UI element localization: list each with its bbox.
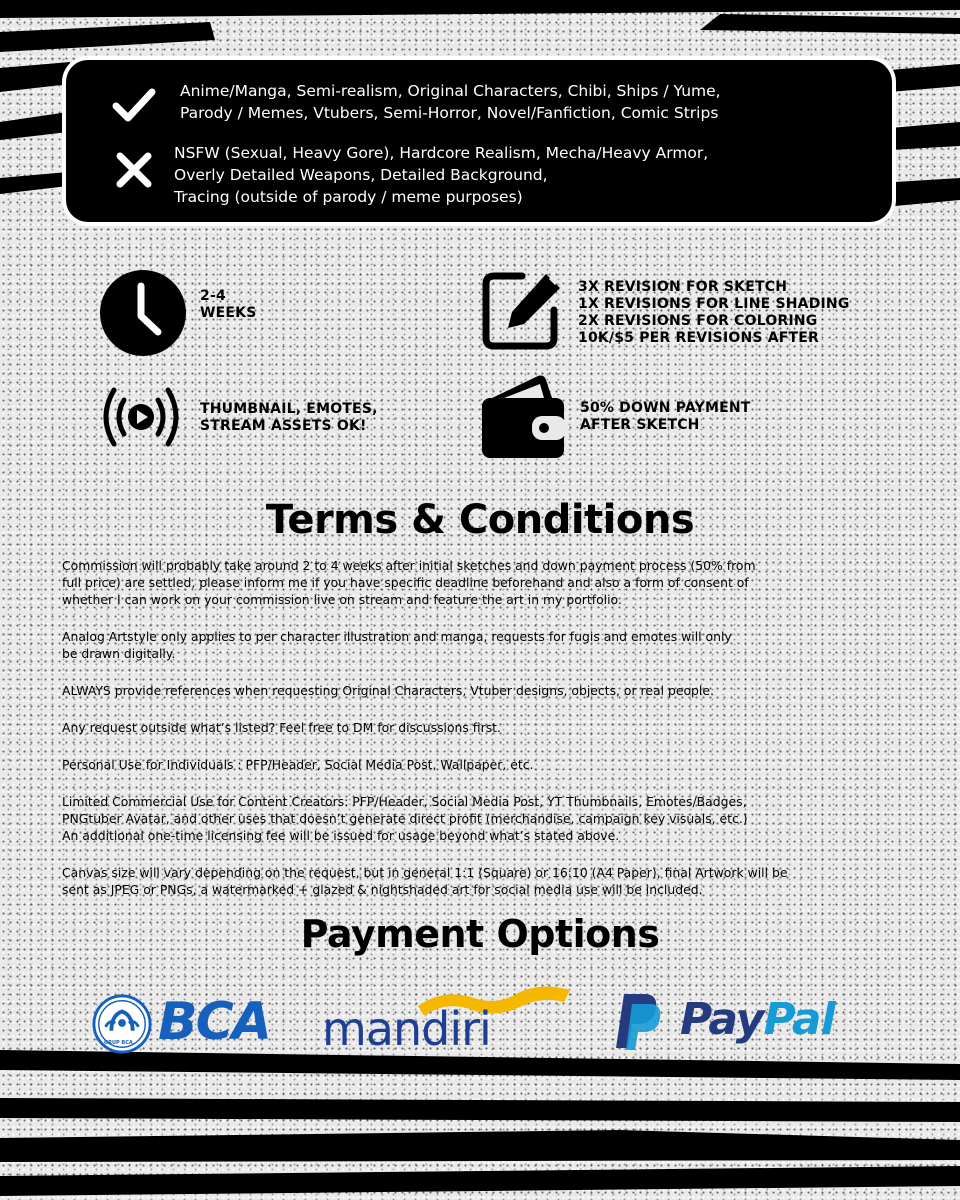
terms-paragraph: Personal Use for Individuals : PFP/Header, Social Media Post, Wallpaper, etc. — [62, 757, 534, 772]
terms-paragraph: Analog Artstyle only applies to per character illustration and manga, requests for fugis and emotes will only be drawn digitally. — [62, 629, 732, 661]
terms-paragraph: ALWAYS provide references when requesting Original Characters, Vtuber designs, objects, or real people. — [62, 683, 714, 698]
broadcast-icon — [96, 384, 186, 450]
bca-wordmark: BCA — [158, 992, 271, 1052]
payment-feature — [480, 372, 800, 462]
clock-icon — [100, 270, 186, 356]
paypal-wordmark-pay — [680, 994, 835, 1045]
payment-options-title: Payment Options — [300, 912, 660, 956]
streaming-text: THUMBNAIL, EMOTES, STREAM ASSETS OK! — [200, 401, 378, 434]
mandiri-wordmark: mandiri — [322, 1002, 491, 1056]
streaming-feature — [96, 384, 426, 454]
paypal-p-icon — [614, 992, 662, 1052]
cross-icon — [112, 148, 156, 192]
wallet-icon — [480, 372, 566, 460]
revisions-feature — [480, 268, 920, 354]
forbidden-styles-text: NSFW (Sexual, Heavy Gore), Hardcore Realism, Mecha/Heavy Armor, Overly Detailed Weapons, Detailed Background, Tracing (outside of parody / meme purposes) — [174, 144, 709, 206]
duration-feature — [100, 270, 400, 356]
paypal-logo — [614, 992, 874, 1056]
allowed-styles-text: Anime/Manga, Semi-realism, Original Characters, Chibi, Ships / Yume, Parody / Memes, Vtubers, Semi-Horror, Novel/Fanfiction, Comic Strips — [180, 82, 721, 122]
terms-paragraph: Limited Commercial Use for Content Creators: PFP/Header, Social Media Post, YT Thumbnails, Emotes/Badges, PNGtuber Avatar, and other uses that doesn’t generate direct profit (merchandise, campaign key visuals, etc.) An additional one-time licensing fee will be issued for usage beyond what’s stated above. — [62, 794, 748, 843]
bca-logo — [92, 994, 292, 1056]
terms-paragraph: Commission will probably take around 2 to 4 weeks after initial sketches and down payment process (50% from full price) are settled, please inform me if you have specific deadline beforehand and also a form of consent of whether I can work on your commission live on stream and feature the art in my portfolio. — [62, 558, 756, 607]
terms-title: Terms & Conditions — [265, 497, 695, 543]
terms-paragraph: Any request outside what’s listed? Feel free to DM for discussions first. — [62, 720, 501, 735]
style-rules-panel — [66, 60, 892, 222]
terms-paragraph: Canvas size will vary depending on the request, but in general 1:1 (Square) or 16:10 (A4 Paper), final Artwork will be sent as JPEG or PNGs, a watermarked + glazed & nightshaded art for social media use will be included. — [62, 865, 788, 897]
paypal-wordmark: PayPal — [680, 994, 835, 1045]
edit-icon — [480, 268, 566, 354]
duration-text: 2-4 WEEKS — [200, 288, 257, 321]
payment-terms-text: 50% DOWN PAYMENT AFTER SKETCH — [580, 400, 751, 433]
mandiri-logo — [322, 984, 574, 1060]
terms-body — [62, 557, 907, 918]
revisions-text: 3X REVISION FOR SKETCH 1X REVISIONS FOR LINE SHADING 2X REVISIONS FOR COLORING 10K/$5 PER REVISIONS AFTER — [578, 279, 850, 346]
bca-badge-text: GRUP BCA — [104, 1040, 133, 1046]
checkmark-icon — [112, 84, 156, 128]
